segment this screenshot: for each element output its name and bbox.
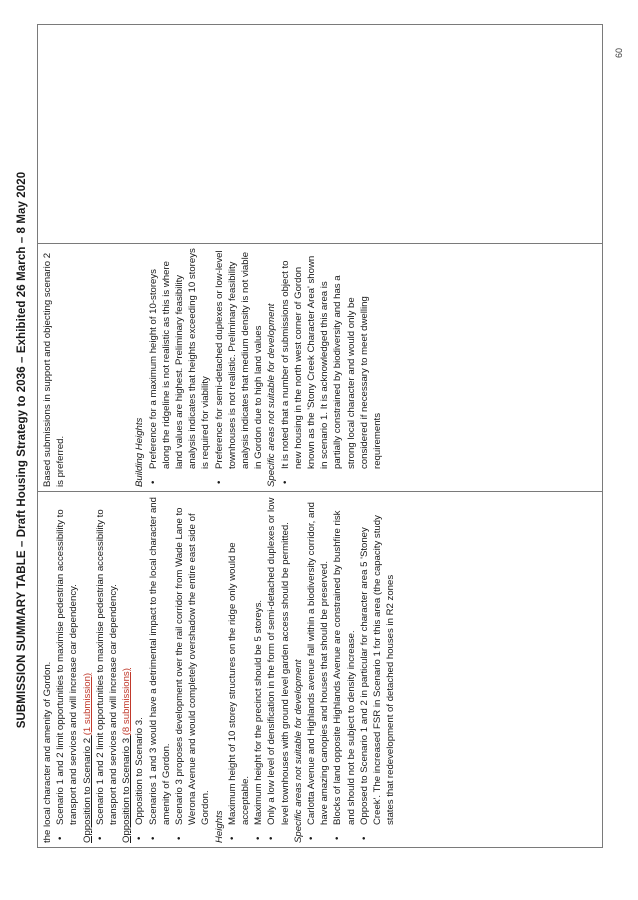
opposition-scenario-2-heading <box>81 496 94 843</box>
council-response-cell <box>38 244 603 492</box>
specific-areas-heading: Specific areas not suitable for development <box>292 659 304 843</box>
empty-cell <box>38 25 603 244</box>
submission-issues-cell <box>38 492 603 848</box>
list-item: • Scenario 1 and 2 limit opportunities to maximise pedestrian accessibility to transport and services and will increase car dependency. <box>54 496 80 843</box>
list-item: • Only a low level of densification in the form of semi-detached duplexes or low level townhouses with ground level garden access should be permitted. <box>265 496 291 843</box>
document-title: SUBMISSION SUMMARY TABLE – Draft Housing Strategy to 2036 – Exhibited 26 March – 8 May 2020 <box>16 171 28 729</box>
opposition-label: Opposition to Scenario 3 <box>121 735 133 843</box>
building-heights-heading: Building Heights <box>134 417 146 487</box>
list-item: • Scenario 3 proposes development over the rail corridor from Wade Lane to Werona Avenue and would completely overshadow the entire east side of Gordon. <box>173 496 213 843</box>
response-intro: Based submissions in support and objecting scenario 2 is preferred. <box>42 252 67 487</box>
list-item: • Opposition to Scenario 3. <box>133 496 146 843</box>
heights-heading: Heights <box>213 810 225 843</box>
submission-count-link[interactable]: (8 submissions) <box>121 668 133 736</box>
opposition-scenario-3-list <box>133 496 212 843</box>
table-row <box>38 25 603 848</box>
opposition-scenario-3-heading <box>120 496 133 843</box>
list-item: • Preference for semi-detached duplexes or low-level townhouses is not realistic. Preliminary feasibility analysis indicates that medium density is not viable in Gordon due to high land values <box>213 248 266 487</box>
heights-list <box>226 496 292 843</box>
specific-areas-list <box>279 248 385 487</box>
list-item: • Maximum height for the precinct should be 5 storeys. <box>252 496 265 843</box>
specific-areas-list <box>305 496 397 843</box>
opposition-label: Opposition to Scenario 2 <box>81 735 93 843</box>
specific-areas-heading: Specific areas not suitable for development <box>266 303 278 487</box>
opposition-scenario-2-list <box>94 496 120 843</box>
submission-count-link[interactable]: (1 submission) <box>81 672 93 736</box>
continued-text: the local character and amenity of Gordon. <box>42 661 53 843</box>
list-item: • Preference for a maximum height of 10-storeys along the ridgeline is not realistic as this is where land values are highest. Preliminary feasibility analysis indicates that heights exceeding 10 storeys is required for viability <box>147 248 213 487</box>
building-heights-list <box>147 248 266 487</box>
list-item: • Blocks of land opposite Highlands Avenue are constrained by bushfire risk and should not be subject to density increase. <box>331 496 357 843</box>
submission-summary-table <box>37 24 603 848</box>
list-item: • Maximum height of 10 storey structures on the ridge only would be acceptable. <box>226 496 252 843</box>
blank-space <box>67 248 133 487</box>
list-item: • Opposed to Scenario 1 and 2 in particular for character area 5 'Stoney Creek'. The increased FSR in Scenario 1 for this area (the capacity study states that redevelopment of detached houses in R2 zones <box>358 496 398 843</box>
list-item: • It is noted that a number of submissions object to new housing in the north west corner of Gordon known as the 'Stony Creek Character Area' shown in scenario 1. It is acknowledged this area is partially constrained by biodiversity and has a strong local character and would only be considered if necessary to meet dwelling requirements <box>279 248 385 487</box>
page-number: 60 <box>614 47 624 58</box>
list-item: • Scenarios 1 and 3 would have a detrimental impact to the local character and amenity of Gordon. <box>147 496 173 843</box>
scenario-limits-list <box>54 496 80 843</box>
list-item: • Carlotta Avenue and Highlands avenue fall within a biodiversity corridor, and have amazing canopies and houses that should be preserved. <box>305 496 331 843</box>
list-item: • Scenario 1 and 2 limit opportunities to maximise pedestrian accessibility to transport and services and will increase car dependency. <box>94 496 120 843</box>
